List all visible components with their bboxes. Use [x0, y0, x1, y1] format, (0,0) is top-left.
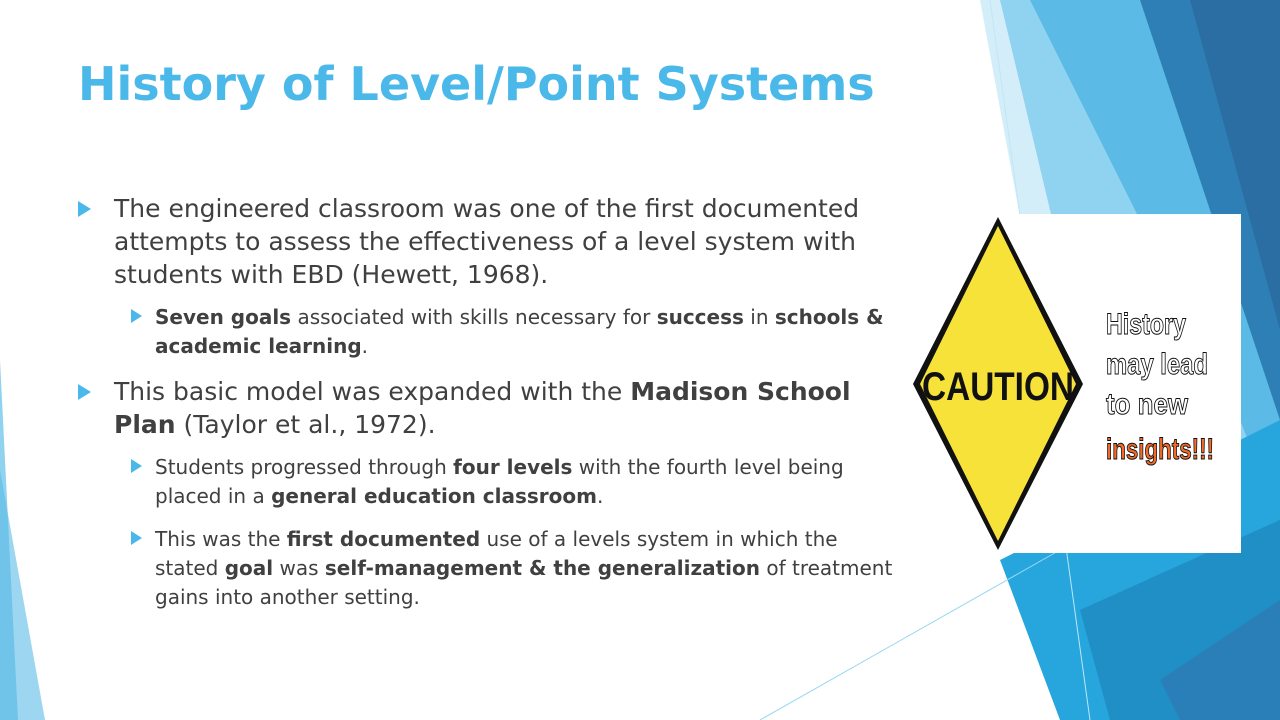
caution-caption — [1106, 308, 1214, 466]
bullet-arrow-icon — [78, 384, 91, 400]
bullet-arrow-icon — [131, 459, 142, 473]
bullet-text-run: was — [273, 556, 325, 580]
bullet-level2-1 — [78, 303, 898, 361]
bullet-arrow-icon — [131, 309, 142, 323]
bullet-arrow-icon — [78, 201, 91, 217]
caution-image — [908, 214, 1241, 553]
caution-sign-icon — [913, 217, 1083, 550]
bullet-level1-2 — [78, 375, 898, 441]
caption-line-4: insights!!! — [1106, 433, 1214, 466]
bullet-text-run: general education classroom — [271, 484, 597, 508]
bullet-list — [78, 192, 898, 626]
bullet-text-run: of treatment gains into another setting. — [155, 556, 893, 609]
caution-sign-text: CAUTION — [922, 365, 1074, 409]
bullet-text-run: . — [596, 484, 604, 508]
bullet-text-run: associated with skills necessary for — [291, 305, 657, 329]
bullet-level2-3 — [78, 453, 898, 511]
bullet-text-run: This basic model was expanded with the — [114, 377, 631, 406]
bullet-text-run: self-management & the generalization — [324, 556, 760, 580]
caption-line-1: History — [1106, 308, 1187, 341]
bullet-arrow-icon — [131, 531, 142, 545]
bullet-text-run: Seven goals — [155, 305, 292, 329]
bullet-text-run: . — [361, 334, 369, 358]
bullet-text-run: with the fourth level being placed in a — [155, 455, 844, 508]
bullet-text-run: in — [743, 305, 775, 329]
bullet-text-run: use of a levels system in which the stated — [155, 527, 838, 580]
caption-line-2: may lead — [1106, 348, 1208, 381]
bullet-text-run: four levels — [453, 455, 573, 479]
bullet-text-run: schools & academic learning — [155, 305, 884, 358]
caption-line-3: to new — [1106, 388, 1189, 421]
bullet-text-run: Madison School Plan — [114, 377, 851, 439]
bullet-text-run: success — [656, 305, 744, 329]
bullet-text-run: goal — [224, 556, 274, 580]
bullet-level2-4 — [78, 525, 898, 612]
bullet-text-run: first documented — [286, 527, 481, 551]
bullet-text-run: The engineered classroom was one of the first documented attempts to assess the effectiveness of a level system with students with EBD (Hewett, 1968). — [114, 194, 860, 289]
bullet-text-run: This was the — [155, 527, 287, 551]
bullet-text-run: Students progressed through — [155, 455, 454, 479]
bullet-level1-0 — [78, 192, 898, 291]
bullet-text-run: (Taylor et al., 1972). — [175, 410, 436, 439]
slide-title: History of Level/Point Systems — [78, 57, 875, 111]
